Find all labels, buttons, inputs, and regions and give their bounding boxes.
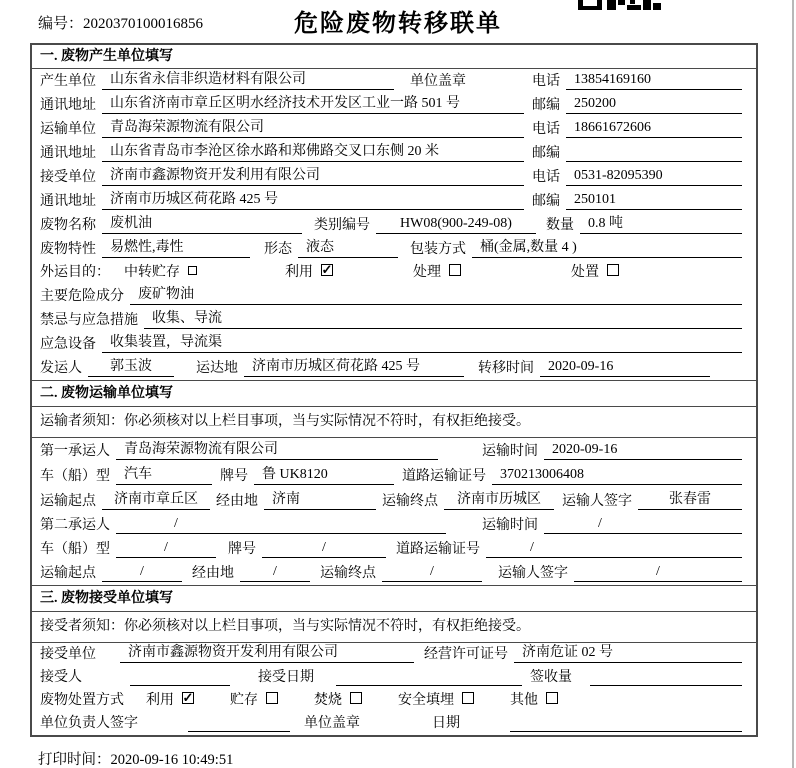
row-second-carrier — [32, 513, 756, 537]
carrier-sign-value: 张春雷 — [638, 488, 742, 510]
via-value: / — [240, 564, 310, 582]
row-waste-character — [32, 237, 756, 261]
waste-character-value: 易燃性,毒性 — [102, 236, 250, 258]
row-route-2 — [32, 561, 756, 585]
disposal-option-label: 安全填埋 — [398, 692, 454, 708]
origin-value: / — [102, 564, 182, 582]
receive-unit-value: 济南市鑫源物资开发利用有限公司 — [120, 641, 414, 663]
endpoint-label: 运输终点 — [382, 494, 438, 510]
destination-label: 运达地 — [196, 361, 238, 377]
vehicle-type-value: / — [116, 540, 216, 558]
checkbox-store — [266, 692, 278, 704]
sign-date-label: 日期 — [432, 715, 460, 731]
carrier-sign-value: / — [574, 564, 742, 582]
permit-value: 济南危证 02 号 — [514, 641, 742, 663]
phone-label: 电话 — [532, 74, 560, 89]
address-label: 通讯地址 — [40, 98, 96, 113]
purpose-label: 外运目的： — [40, 265, 110, 281]
row-emergency-measures — [32, 308, 756, 332]
producer-value: 山东省永信非织造材料有限公司 — [102, 68, 394, 90]
receiver-phone-value: 0531-82095390 — [566, 168, 742, 186]
category-code-label: 类别编号 — [314, 218, 370, 233]
receive-date-value — [336, 684, 522, 686]
equipment-value: 收集装置，导流渠 — [102, 331, 742, 353]
waste-character-label: 废物特性 — [40, 242, 96, 257]
disposal-option-label: 其他 — [510, 692, 538, 708]
row-route-1 — [32, 488, 756, 513]
transporter-phone-value: 18661672606 — [566, 120, 742, 138]
transfer-date-label: 转移时间 — [478, 361, 534, 377]
checkbox-utilize: ✓ — [321, 262, 333, 278]
quantity-label: 数量 — [546, 218, 574, 233]
print-time-line — [38, 748, 233, 768]
emergency-label: 禁忌与应急措施 — [40, 313, 138, 329]
waste-name-value: 废机油 — [102, 212, 302, 234]
first-carrier-label: 第一承运人 — [40, 444, 110, 460]
row-vehicle-1 — [32, 463, 756, 488]
road-license-value: 370213006408 — [492, 467, 742, 485]
address-label: 通讯地址 — [40, 146, 96, 161]
address-label: 通讯地址 — [40, 194, 96, 209]
disposal-method-label: 废物处置方式 — [40, 692, 124, 708]
second-carrier-label: 第二承运人 — [40, 518, 110, 534]
plate-label: 牌号 — [228, 542, 256, 557]
producer-phone-value: 13854169160 — [566, 72, 742, 90]
receiver-zip-value: 250101 — [566, 192, 742, 210]
row-waste-name — [32, 213, 756, 237]
document-title: 危险废物转移联单 — [294, 11, 502, 37]
transport-notice: 运输者须知：你必须核对以上栏目事项，当与实际情况不符时，有权拒绝接受。 — [32, 407, 756, 438]
receive-notice: 接受者须知：你必须核对以上栏目事项，当与实际情况不符时，有权拒绝接受。 — [32, 612, 756, 643]
zip-label: 邮编 — [532, 194, 560, 209]
via-label: 经由地 — [192, 565, 234, 581]
transport-time-label: 运输时间 — [482, 518, 538, 534]
zip-label: 邮编 — [532, 98, 560, 113]
transporter-address-value: 山东省青岛市李沧区徐水路和郑佛路交叉口东侧 20 米 — [102, 140, 524, 162]
zip-label: 邮编 — [532, 146, 560, 161]
origin-value: 济南市章丘区 — [102, 488, 210, 510]
hazard-label: 主要危险成分 — [40, 289, 124, 305]
transport-time-label: 运输时间 — [482, 444, 538, 460]
hazard-value: 废矿物油 — [130, 283, 742, 305]
print-time-label: 打印时间： — [38, 752, 111, 768]
shipper-label: 发运人 — [40, 361, 82, 377]
row-transporter — [32, 117, 756, 141]
recipient-label: 接受人 — [40, 669, 82, 685]
checkbox-dispose — [607, 264, 619, 276]
row-transporter-address — [32, 141, 756, 165]
endpoint-label: 运输终点 — [320, 565, 376, 581]
row-emergency-equipment — [32, 332, 756, 356]
category-code-value: HW08(900-249-08) — [376, 216, 536, 234]
receiver-value: 济南市鑫源物资开发利用有限公司 — [102, 164, 524, 186]
page-edge-line — [792, 0, 794, 768]
producer-label: 产生单位 — [40, 74, 96, 89]
vehicle-type-value: 汽车 — [116, 463, 212, 485]
row-producer — [32, 69, 756, 93]
shipper-value: 郭玉波 — [88, 355, 174, 377]
checkbox-utilize: ✓ — [182, 689, 194, 705]
via-label: 经由地 — [216, 494, 258, 510]
producer-zip-value: 250200 — [566, 96, 742, 114]
carrier-sign-label: 运输人签字 — [498, 565, 568, 581]
checkbox-treat — [449, 264, 461, 276]
purpose-option-label: 利用 — [285, 265, 313, 281]
transporter-value: 青岛海荣源物流有限公司 — [102, 116, 524, 138]
signed-amount-label: 签收量 — [530, 669, 572, 685]
phone-label: 电话 — [532, 122, 560, 137]
destination-value: 济南市历城区荷花路 425 号 — [244, 355, 464, 377]
purpose-option-label: 处置 — [571, 265, 599, 281]
receive-unit-label: 接受单位 — [40, 646, 96, 662]
form-border-box — [30, 43, 758, 737]
emergency-value: 收集、导流 — [144, 307, 742, 329]
recipient-value — [130, 684, 230, 686]
section-producer-title: 一. 废物产生单位填写 — [32, 45, 756, 69]
disposal-option-label: 焚烧 — [314, 692, 342, 708]
producer-address-value: 山东省济南市章丘区明水经济技术开发区工业一路 501 号 — [102, 92, 524, 114]
road-license-value: / — [486, 540, 742, 558]
endpoint-value: 济南市历城区 — [444, 488, 554, 510]
packing-label: 包装方式 — [410, 242, 466, 257]
manager-sign-label: 单位负责人签字 — [40, 715, 138, 731]
plate-value: 鲁 UK8120 — [254, 463, 394, 485]
transfer-date-value: 2020-09-16 — [540, 359, 710, 377]
row-receive-unit — [32, 643, 756, 666]
first-carrier-value: 青岛海荣源物流有限公司 — [116, 438, 438, 460]
transport-time-value: 2020-09-16 — [544, 442, 742, 460]
vehicle-type-label: 车（船）型 — [40, 542, 110, 557]
receive-date-label: 接受日期 — [258, 669, 314, 685]
unit-seal-label: 单位盖章 — [410, 74, 466, 89]
via-value: 济南 — [264, 488, 376, 510]
permit-label: 经营许可证号 — [424, 646, 508, 662]
transporter-label: 运输单位 — [40, 122, 96, 137]
manager-sign-value — [188, 730, 290, 732]
row-hazard-component — [32, 284, 756, 308]
row-manager-signature — [32, 712, 756, 735]
waste-name-label: 废物名称 — [40, 218, 96, 233]
checkbox-other — [546, 692, 558, 704]
purpose-option-label: 中转贮存 — [124, 265, 180, 281]
row-shipper — [32, 356, 756, 380]
transporter-zip-value — [566, 160, 742, 162]
section-receive-title: 三. 废物接受单位填写 — [32, 585, 756, 612]
row-receiver — [32, 165, 756, 189]
checkbox-transfer-storage — [188, 266, 197, 275]
qr-code-fragment — [578, 0, 666, 11]
vehicle-type-label: 车（船）型 — [40, 469, 110, 485]
signed-amount-value — [590, 684, 742, 686]
road-license-label: 道路运输证号 — [396, 542, 480, 557]
origin-label: 运输起点 — [40, 494, 96, 510]
disposal-option-label: 贮存 — [230, 692, 258, 708]
row-transfer-purpose — [32, 261, 756, 284]
plate-value: / — [262, 540, 386, 558]
print-time-value: 2020-09-16 10:49:51 — [110, 752, 234, 768]
carrier-sign-label: 运输人签字 — [562, 494, 632, 510]
serial-value: 2020370100016856 — [83, 16, 204, 32]
form-state-label: 形态 — [264, 242, 292, 257]
checkbox-incinerate — [350, 692, 362, 704]
transport-time-value: / — [544, 516, 742, 534]
checkbox-landfill — [462, 692, 474, 704]
purpose-option-label: 处理 — [413, 265, 441, 281]
serial-label: 编号： — [38, 16, 84, 32]
row-receiver-address — [32, 189, 756, 213]
row-recipient — [32, 666, 756, 689]
equipment-label: 应急设备 — [40, 337, 96, 353]
disposal-option-label: 利用 — [146, 692, 174, 708]
quantity-value: 0.8 吨 — [580, 212, 742, 234]
road-license-label: 道路运输证号 — [402, 469, 486, 485]
receiver-address-value: 济南市历城区荷花路 425 号 — [102, 188, 524, 210]
row-vehicle-2 — [32, 537, 756, 561]
second-carrier-value: / — [116, 516, 446, 534]
sign-date-value — [510, 730, 742, 732]
plate-label: 牌号 — [220, 469, 248, 485]
row-first-carrier — [32, 438, 756, 463]
row-producer-address — [32, 93, 756, 117]
packing-value: 桶(金属,数量 4 ) — [472, 236, 742, 258]
unit-seal-label: 单位盖章 — [304, 715, 360, 731]
phone-label: 电话 — [532, 170, 560, 185]
row-disposal-method — [32, 689, 756, 712]
receiver-label: 接受单位 — [40, 170, 96, 185]
origin-label: 运输起点 — [40, 565, 96, 581]
section-transport-title: 二. 废物运输单位填写 — [32, 380, 756, 407]
endpoint-value: / — [382, 564, 482, 582]
form-state-value: 液态 — [298, 236, 398, 258]
